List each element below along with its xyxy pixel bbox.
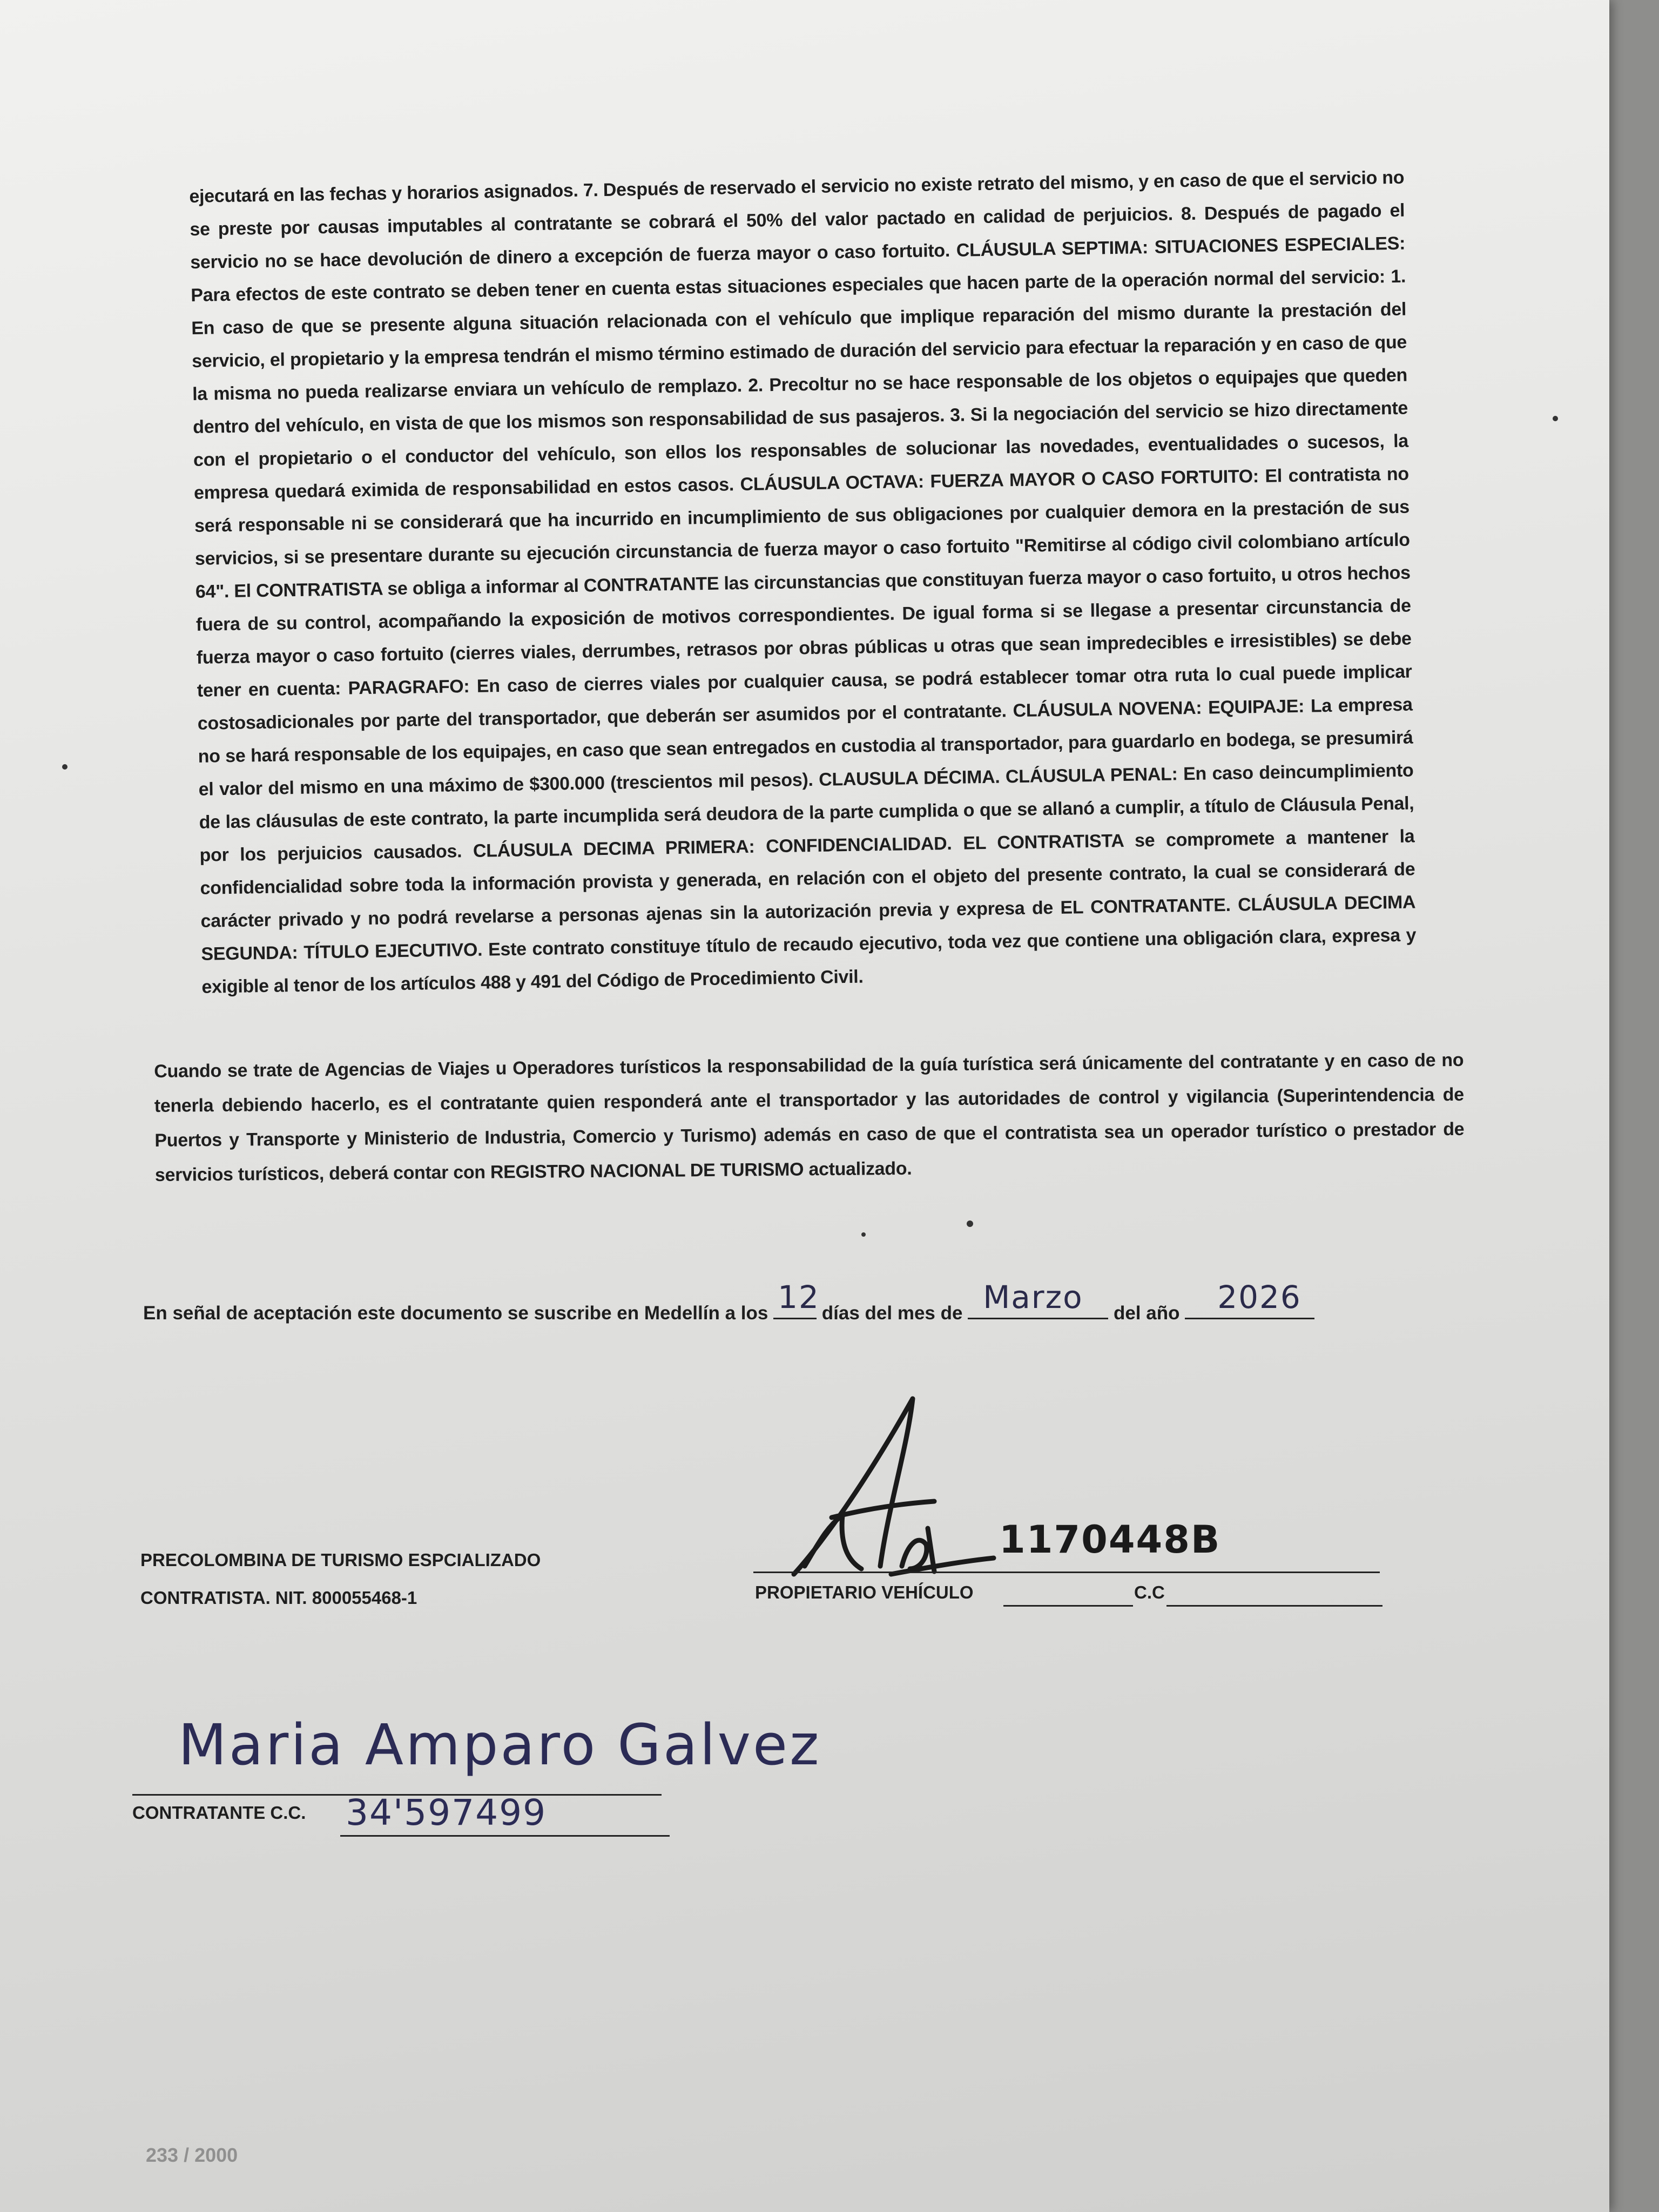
paper-speck — [1553, 416, 1558, 421]
year-blank — [1185, 1279, 1314, 1319]
paper-speck — [62, 764, 68, 770]
owner-signature — [772, 1382, 999, 1588]
acceptance-middle: días del mes de — [821, 1303, 963, 1324]
client-name-handwritten: Maria Amparo Galvez — [178, 1712, 821, 1778]
contractor-nit: CONTRATISTA. NIT. 800055468-1 — [140, 1588, 417, 1608]
owner-label: PROPIETARIO VEHÍCULO — [755, 1582, 974, 1602]
owner-label-line — [1003, 1605, 1133, 1607]
paper-speck — [861, 1232, 866, 1237]
month-handwritten: Marzo — [983, 1279, 1083, 1316]
month-blank — [968, 1279, 1108, 1319]
client-cc-handwritten: 34'597499 — [346, 1792, 547, 1833]
contractor-name: PRECOLOMBINA DE TURISMO ESPCIALIZADO — [140, 1550, 541, 1570]
acceptance-prefix: En señal de aceptación este documento se suscribe en Medellín a los — [143, 1303, 768, 1324]
acceptance-line — [143, 1279, 1439, 1324]
day-handwritten: 12 — [778, 1279, 820, 1316]
client-label: CONTRATANTE C.C. — [132, 1803, 306, 1823]
year-label: del año — [1113, 1303, 1180, 1324]
owner-cc-line — [1166, 1605, 1382, 1607]
year-handwritten: 2026 — [1217, 1279, 1301, 1316]
owner-cc-label: C.C — [1134, 1582, 1165, 1602]
paper-speck — [967, 1220, 973, 1227]
contract-clauses-paragraph: ejecutará en las fechas y horarios asignados. 7. Después de reservado el servicio no existe retrato del mismo, y en caso de que el servicio no se preste por causas imputables al contratante se cobrará el 50% del valor pactado en calidad de perjuicios. 8. Después de pagado el servicio no se hace devolución de dinero a excepción de fuerza mayor o caso fortuito. CLÁUSULA SEPTIMA: SITUACIONES ESPECIALES: Para efectos de este contrato se deben tener en cuenta estas situaciones especiales que hacen parte de la operación normal del servicio: 1. En caso de que se presente alguna situación relacionada con el vehículo que implique reparación del mismo durante la prestación del servicio, el propietario y la empresa tendrán el mismo término estimado de duración del servicio para efectuar la reparación y en caso de que la misma no pueda realizarse enviara un vehículo de remplazo. 2. Precoltur no se hace responsable de los objetos o equipajes que queden dentro del vehículo, en vista de que los mismos son responsabilidad de sus pasajeros. 3. Si la negociación del servicio se hizo directamente con el propietario o el conductor del vehículo, son ellos los responsables de solucionar las novedades, eventualidades o sucesos, la empresa quedará eximida de responsabilidad en estos casos. CLÁUSULA OCTAVA: FUERZA MAYOR O CASO FORTUITO: El contratista no será responsable ni se considerará que ha incurrido en incumplimiento de sus obligaciones por cualquier demora en la prestación de sus servicios, si se presentare durante su ejecución circunstancia de fuerza mayor o caso fortuito "Remitirse al código civil colombiano artículo 64". El CONTRATISTA se obliga a informar al CONTRATANTE las circunstancias que constituyan fuerza mayor o caso fortuito, u otros hechos fuera de su control, acompañando la exposición de motivos correspondientes. De igual forma si se llegase a presentar circunstancia de fuerza mayor o caso fortuito (cierres viales, derrumbes, retrasos por obras públicas u otras que sean impredecibles e irresistibles) se debe tener en cuenta: PARAGRAFO: En caso de cierres viales por cualquier causa, se podrá establecer tomar otra ruta lo cual puede implicar costosadicionales por parte del transportador, que deberán ser asumidos por el contratante. CLÁUSULA NOVENA: EQUIPAJE: La empresa no se hará responsable de los equipajes, en caso que sean entregados en custodia al transportador, para guardarlo en bodega, se presumirá el valor del mismo en una máximo de $300.000 (trescientos mil pesos). CLAUSULA DÉCIMA. CLÁUSULA PENAL: En caso deincumplimiento de las cláusulas de este contrato, la parte incumplida será deudora de la parte cumplida o que se allanó a cumplir, a título de Cláusula Penal, por los perjuicios causados. CLÁUSULA DECIMA PRIMERA: CONFIDENCIALIDAD. EL CONTRATISTA se compromete a mantener la confidencialidad sobre toda la información provista y generada, en relación con el objeto del presente contrato, la cual se considerará de carácter privado y no podrá revelarse a personas ajenas sin la autorización previa y expresa de EL CONTRATANTE. CLÁUSULA DECIMA SEGUNDA: TÍTULO EJECUTIVO. Este contrato constituye título de recaudo ejecutivo, toda vez que contiene una obligación clara, expresa y exigible al tenor de los artículos 488 y 491 del Código de Procedimiento Civil. — [189, 167, 1417, 997]
owner-cc-handwritten: 1170448B — [999, 1518, 1221, 1562]
page-mark: 233 / 2000 — [146, 2144, 238, 2166]
client-cc-line — [340, 1835, 670, 1837]
day-blank — [773, 1279, 820, 1319]
travel-agencies-paragraph: Cuando se trate de Agencias de Viajes u Operadores turísticos la responsabilidad de la guía turística será únicamente del contratante y en caso de no tenerla debiendo hacerlo, es el contratante quien responderá ante el transportador y las autoridades de control y vigilancia (Superintendencia de Puertos y Transporte y Ministerio de Industria, Comercio y Turismo) además en caso de que el contratista sea un operador turístico o prestador de servicios turísticos, deberá contar con REGISTRO NACIONAL DE TURISMO actualizado. — [154, 1049, 1465, 1185]
